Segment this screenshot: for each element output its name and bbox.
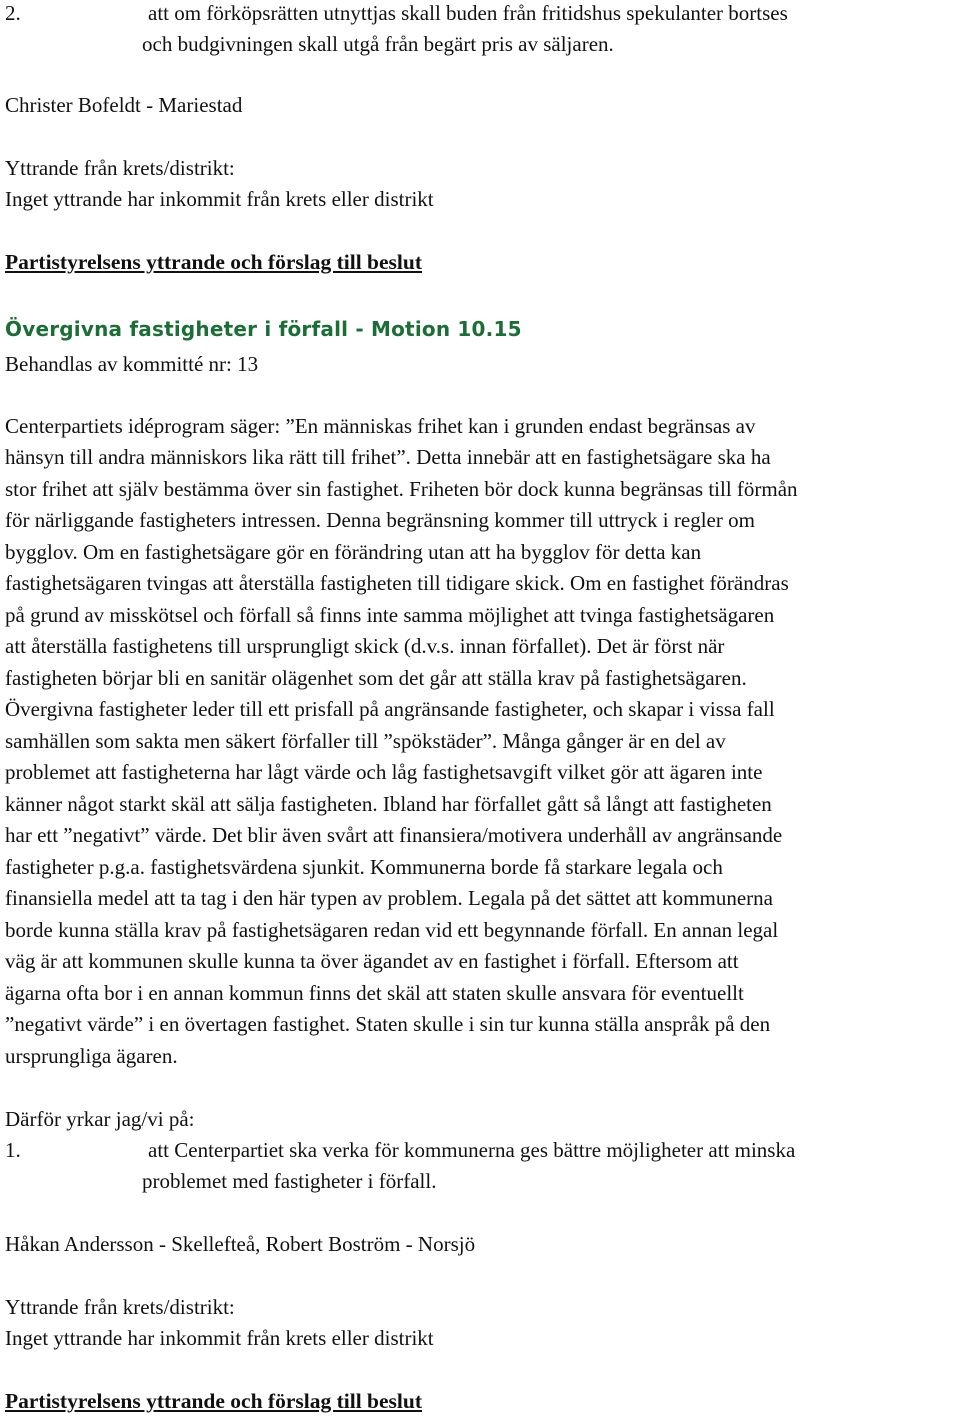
body-line: på grund av misskötsel och förfall så finns inte samma möjlighet att tvinga fastighetsägaren — [5, 603, 775, 627]
demand-text: att Centerpartiet ska verka för kommunerna ges bättre möjligheter att minska — [148, 1138, 796, 1162]
list-item-text: att om förköpsrätten utnyttjas skall buden från fritidshus spekulanter bortses — [148, 1, 788, 25]
list-number: 2. — [5, 1, 21, 25]
demand-text-continued: problemet med fastigheter i förfall. — [142, 1169, 437, 1193]
body-line: problemet att fastigheterna har lågt värde och låg fastighetsavgift vilket gör att ägaren inte — [5, 760, 763, 784]
body-line: ägarna ofta bor i en annan kommun finns det skäl att staten skulle ansvara för eventuellt — [5, 981, 744, 1005]
body-line: stor frihet att själv bestämma över sin fastighet. Friheten bör dock kunna begränsas till förmån — [5, 477, 798, 501]
board-heading: Partistyrelsens yttrande och förslag till beslut — [5, 250, 423, 274]
body-line: bygglov. Om en fastighetsägare gör en förändring utan att ha bygglov för detta kan — [5, 540, 702, 564]
body-line: väg är att kommunen skulle kunna ta över ägandet av en fastighet i förfall. Eftersom att — [5, 949, 739, 973]
statement-label: Yttrande från krets/distrikt: — [5, 156, 235, 180]
statement-text: Inget yttrande har inkommit från krets eller distrikt — [5, 1326, 434, 1350]
body-line: samhällen som sakta men säkert förfaller till ”spökstäder”. Många gånger är en del av — [5, 729, 726, 753]
body-line: borde kunna ställa krav på fastighetsägaren redan vid ett begynnande förfall. En annan legal — [5, 918, 779, 942]
body-line: fastigheter p.g.a. fastighetsvärdena sjunkit. Kommunerna borde få starkare legala och — [5, 855, 723, 879]
body-line: hänsyn till andra människors lika rätt till frihet”. Detta innebär att en fastighetsägare ska ha — [5, 445, 771, 469]
motion-authors: Håkan Andersson - Skellefteå, Robert Boström - Norsjö — [5, 1232, 476, 1256]
demand-number: 1. — [5, 1138, 21, 1162]
body-line: fastighetsägaren tvingas att återställa fastigheten till tidigare skick. Om en fastighet förändras — [5, 571, 789, 595]
body-line: för närliggande fastigheters intressen. Denna begränsning kommer till uttryck i regler om — [5, 508, 755, 532]
motion-title: Övergivna fastigheter i förfall - Motion 10.15 — [5, 317, 522, 341]
statement-label: Yttrande från krets/distrikt: — [5, 1295, 235, 1319]
statement-text: Inget yttrande har inkommit från krets eller distrikt — [5, 187, 434, 211]
body-line: att återställa fastighetens till ursprungligt skick (d.v.s. innan förfallet). Det är först när — [5, 634, 725, 658]
body-line: ursprungliga ägaren. — [5, 1044, 178, 1068]
body-line: fastigheten börjar bli en sanitär olägenhet som det går att ställa krav på fastighetsägaren. — [5, 666, 747, 690]
committee-line: Behandlas av kommitté nr: 13 — [5, 352, 259, 376]
body-line: Centerpartiets idéprogram säger: ”En människas frihet kan i grunden endast begränsas av — [5, 414, 756, 438]
list-item-text-continued: och budgivningen skall utgå från begärt pris av säljaren. — [142, 32, 614, 56]
motion-author: Christer Bofeldt - Mariestad — [5, 93, 243, 117]
board-heading: Partistyrelsens yttrande och förslag till beslut — [5, 1389, 423, 1413]
body-line: känner något starkt skäl att sälja fastigheten. Ibland har förfallet gått så långt att fastigheten — [5, 792, 772, 816]
body-line: ”negativt värde” i en övertagen fastighet. Staten skulle i sin tur kunna ställa anspråk på den — [5, 1012, 771, 1036]
body-line: finansiella medel att ta tag i den här typen av problem. Legala på det sättet att kommunerna — [5, 886, 773, 910]
body-line: Övergivna fastigheter leder till ett prisfall på angränsande fastigheter, och skapar i vissa fall — [5, 697, 775, 721]
body-line: har ett ”negativt” värde. Det blir även svårt att finansiera/motivera underhåll av angränsande — [5, 823, 783, 847]
demand-label: Därför yrkar jag/vi på: — [5, 1107, 195, 1131]
